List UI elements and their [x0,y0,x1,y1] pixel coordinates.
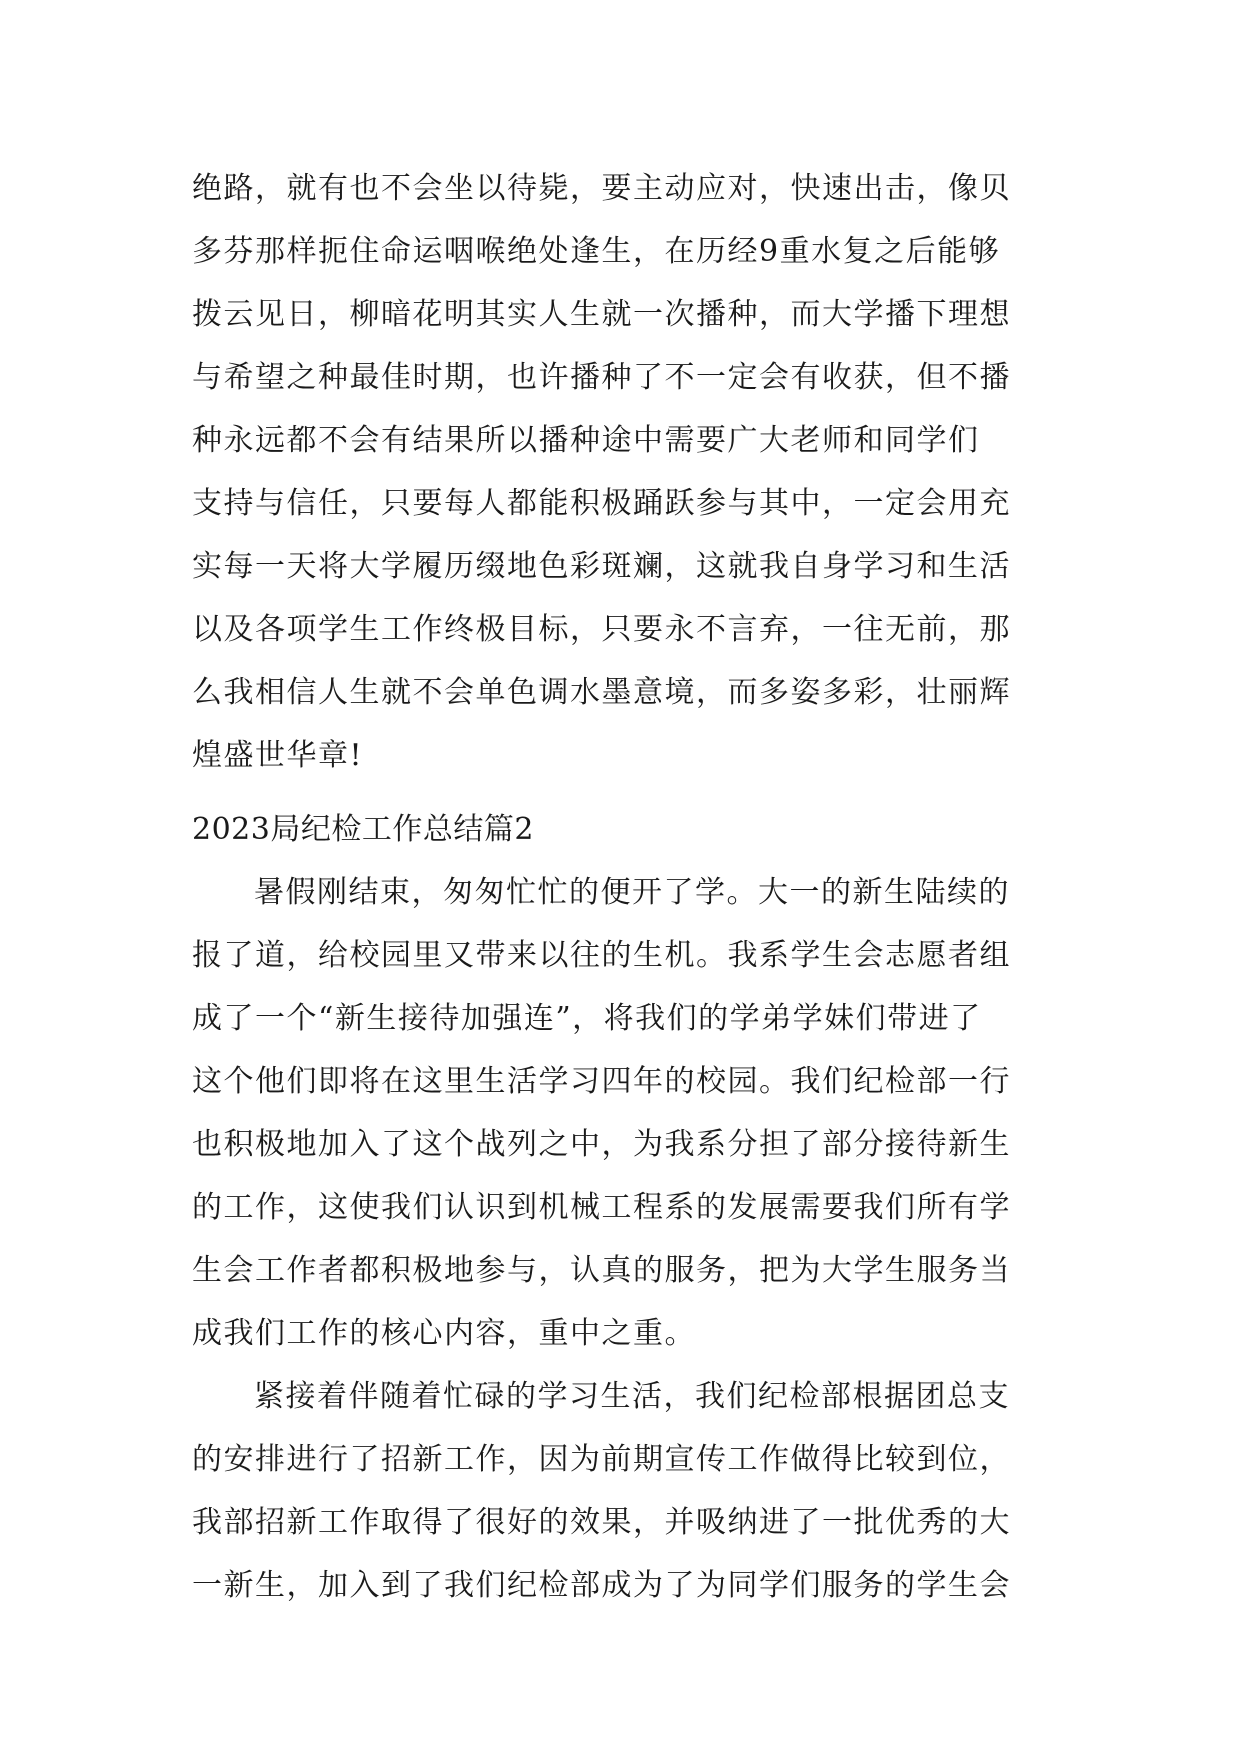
text-line: 也积极地加入了这个战列之中，为我系分担了部分接待新生 [192,1127,1011,1162]
text-line: 生会工作者都积极地参与，认真的服务，把为大学生服务当 [192,1253,1011,1288]
text-line: 紧接着伴随着忙碌的学习生活，我们纪检部根据团总支 [254,1379,1010,1414]
text-line: 成我们工作的核心内容，重中之重。 [192,1316,696,1351]
section-heading: 2023局纪检工作总结篇2 [192,812,534,847]
text-line: 与希望之种最佳时期，也许播种了不一定会有收获，但不播 [192,360,1011,395]
paragraph-2 [192,1365,1052,1617]
text-line: 一新生，加入到了我们纪检部成为了为同学们服务的学生会 [192,1568,1011,1603]
text-line: 成了一个“新生接待加强连”，将我们的学弟学妹们带进了 [192,1001,982,1036]
text-line: 种永远都不会有结果所以播种途中需要广大老师和同学们 [192,423,980,458]
text-line: 绝路，就有也不会坐以待毙，要主动应对，快速出击，像贝 [192,171,1011,206]
paragraph-1 [192,861,1052,1365]
text-line: 拨云见日，柳暗花明其实人生就一次播种，而大学播下理想 [192,297,1011,332]
text-line: 暑假刚结束，匆匆忙忙的便开了学。大一的新生陆续的 [254,875,1010,910]
text-line: 多芬那样扼住命运咽喉绝处逢生，在历经9重水复之后能够 [192,234,1001,269]
text-line: 报了道，给校园里又带来以往的生机。我系学生会志愿者组 [192,938,1011,973]
text-line: 支持与信任，只要每人都能积极踊跃参与其中，一定会用充 [192,486,1011,521]
text-line: 实每一天将大学履历缀地色彩斑斓，这就我自身学习和生活 [192,549,1011,584]
text-line: 这个他们即将在这里生活学习四年的校园。我们纪检部一行 [192,1064,1011,1099]
text-line: 煌盛世华章! [192,738,364,773]
text-line: 的工作，这使我们认识到机械工程系的发展需要我们所有学 [192,1190,1011,1225]
continued-paragraph [192,157,1052,787]
text-line: 我部招新工作取得了很好的效果，并吸纳进了一批优秀的大 [192,1505,1011,1540]
text-line: 以及各项学生工作终极目标，只要永不言弃，一往无前，那 [192,612,1011,647]
text-line: 么我相信人生就不会单色调水墨意境，而多姿多彩，壮丽辉 [192,675,1011,710]
text-line: 的安排进行了招新工作，因为前期宣传工作做得比较到位， [192,1442,1011,1477]
